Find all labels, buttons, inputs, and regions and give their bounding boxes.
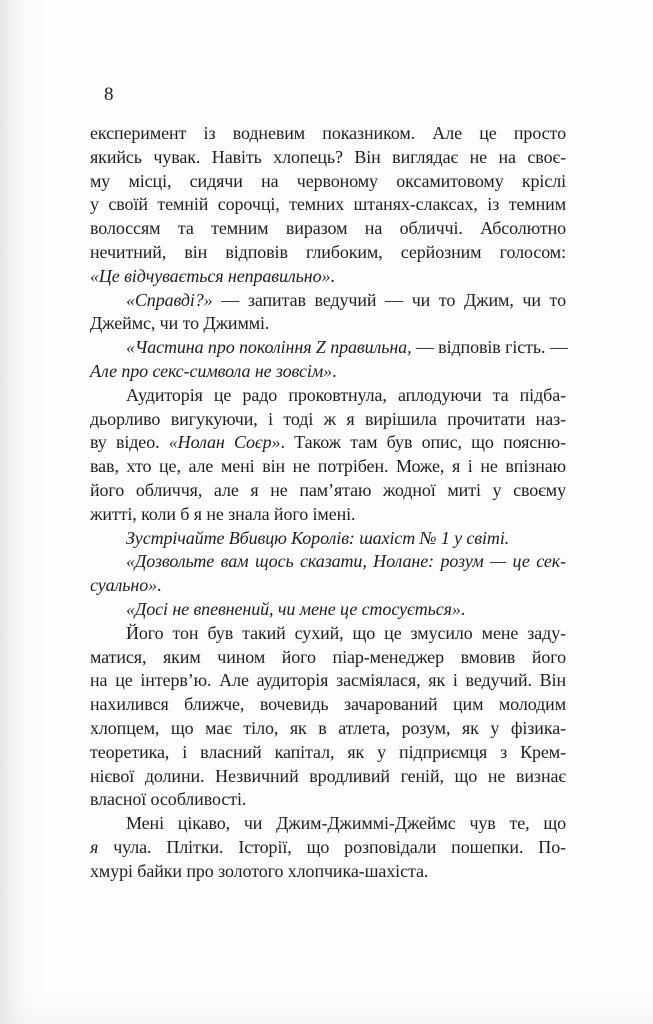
text-line (90, 431, 566, 455)
text-segment: його обличчя, але я не пам’ятаю жодної миті у своєму (90, 479, 566, 500)
text-segment: матися, яким чином його піар-менеджер вмовив його (90, 646, 566, 667)
text-line (90, 265, 566, 289)
text-line (90, 527, 566, 551)
italic-text-segment: «Справді?» (126, 289, 213, 310)
text-line (90, 146, 566, 170)
text-line (90, 336, 566, 360)
italic-text-segment: «Це відчувається неправильно» (90, 265, 331, 286)
italic-text-segment: Але про секс-символа не зовсім» (90, 360, 333, 381)
text-segment: Джеймс, чи то Джиммі. (90, 313, 270, 334)
text-segment: у своїй темній сорочці, темних штанях-слаксах, із темним (90, 194, 566, 215)
italic-text-segment: «Досі не впевнений, чи мене це стосується» (126, 598, 461, 619)
text-line (90, 550, 566, 574)
text-segment: . (332, 360, 337, 381)
text-line (90, 741, 566, 765)
text-line (90, 622, 566, 646)
text-line (90, 860, 566, 884)
text-segment: теоретика, і власний капітал, як у підприємця з Крем- (90, 741, 566, 762)
text-line (90, 193, 566, 217)
text-segment: якийсь чувак. Навіть хлопець? Він виглядає не на своє- (90, 146, 566, 167)
text-line (90, 836, 566, 860)
text-line (90, 574, 566, 598)
text-segment: хмурі байки про золотого хлопчика-шахіста. (90, 860, 429, 881)
text-segment: . (330, 265, 335, 286)
text-line (90, 384, 566, 408)
text-block (90, 122, 566, 884)
italic-text-segment: «Дозвольте вам щось сказати, Нолане: розум — це сек- (126, 551, 566, 572)
text-line (90, 289, 566, 313)
text-line (90, 455, 566, 479)
text-line (90, 812, 566, 836)
text-segment: . (460, 598, 466, 619)
text-line (90, 122, 566, 146)
text-segment: нечитний, він відповів глибоким, серйозним голосом: (90, 241, 566, 262)
text-segment: . Також там був опис, що поясню- (280, 432, 566, 453)
text-segment: на це інтерв’ю. Але аудиторія засміялася, як і ведучий. Він (90, 670, 566, 691)
italic-text-segment: Зустрічайте Вбивцю Королів: шахіст № 1 у світі. (126, 527, 510, 548)
text-segment: — відповів гість. — (411, 337, 568, 358)
text-line (90, 788, 566, 812)
text-line (90, 717, 566, 741)
text-segment: Аудиторія це радо проковтнула, аплодуючи та підба- (126, 384, 566, 405)
text-segment: власної особливості. (90, 789, 247, 810)
text-line (90, 503, 566, 527)
text-segment: му місці, сидячи на червоному оксамитовому кріслі (90, 170, 566, 191)
text-line (90, 693, 566, 717)
text-segment: нахилився ближче, вочевидь зачарований цим молодим (90, 694, 566, 715)
text-line (90, 765, 566, 789)
text-segment: нієвої долини. Незвичний вродливий геній, що не визнає (90, 765, 566, 786)
text-segment: хлопцем, що має тіло, як в атлета, розум, як у фізика- (90, 717, 566, 738)
text-segment: Його тон був такий сухий, що це змусило мене заду- (126, 622, 566, 643)
text-segment: вав, хто це, але мені він не потрібен. Може, я і не впізнаю (90, 456, 566, 477)
text-segment: волоссям та темним виразом на обличчі. Абсолютно (90, 218, 566, 239)
italic-text-segment: «Частина про покоління Z правильна, (126, 337, 412, 358)
page-bottom-shading (0, 994, 653, 1024)
text-segment: експеримент із водневим показником. Але це просто (90, 123, 566, 143)
text-segment: — запитав ведучий — чи то Джим, чи то (212, 289, 566, 310)
text-line (90, 408, 566, 432)
text-segment: ву відео. (90, 432, 169, 453)
italic-text-segment: «Нолан Соєр» (168, 432, 281, 453)
page-number: 8 (104, 84, 114, 105)
text-segment: . (157, 575, 162, 596)
text-line (90, 479, 566, 503)
text-segment: чула. Плітки. Історії, що розповідали пошепки. По- (98, 836, 566, 857)
page-edge-shading (0, 0, 48, 1024)
text-line (90, 170, 566, 194)
text-segment: житті, коли б я не знала його імені. (90, 503, 356, 524)
text-line (90, 217, 566, 241)
text-line (90, 669, 566, 693)
text-line (90, 360, 566, 384)
italic-text-segment: я (90, 836, 99, 857)
text-segment: дьорливо вигукуючи, і тоді ж я вирішила прочитати наз- (90, 408, 566, 429)
italic-text-segment: суально» (90, 575, 158, 596)
text-segment: Мені цікаво, чи Джим-Джиммі-Джеймс чув те, що (126, 813, 566, 834)
text-line (90, 312, 566, 336)
text-line (90, 598, 566, 622)
text-line (90, 646, 566, 670)
text-line (90, 241, 566, 265)
